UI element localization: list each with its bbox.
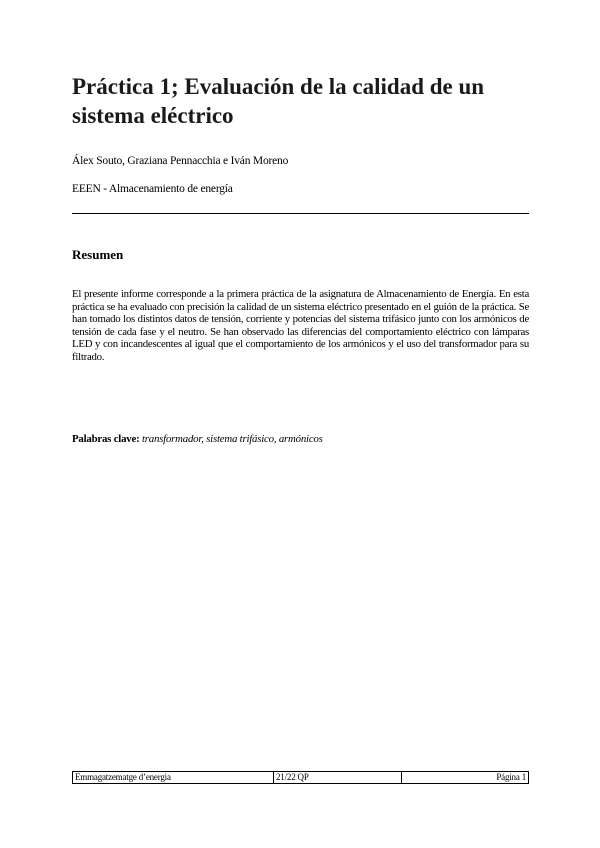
keywords-line: [72, 433, 529, 446]
footer-course-name: Emmagatzematge d’energia: [73, 772, 274, 783]
keywords-label: Palabras clave:: [72, 433, 140, 445]
page-footer: [72, 771, 529, 784]
document-course: EEEN - Almacenamiento de energía: [72, 183, 233, 195]
footer-page-number: Página 1: [496, 772, 526, 782]
document-title: Práctica 1; Evaluación de la calidad de un sistema eléctrico: [72, 74, 485, 128]
abstract-body: El presente informe corresponde a la primera práctica de la asignatura de Almacenamiento de Energía. En esta práctica se ha evaluado con precisión la calidad de un sistema eléctrico presentado en el guión de la práctica. Se han tomado los distintos datos de tensión, corriente y potencias del sistema trifásico junto con los armónicos de tensión de cada fase y el neutro. Se han observado las diferencias del comportamiento eléctrico con lámparas LED y con incandescentes al igual que el comportamiento de los armónicos y el uso del transformador para su filtrado.: [72, 288, 529, 363]
keywords-value: transformador, sistema trifásico, armónicos: [141, 433, 323, 445]
footer-term: 21/22 QP: [274, 772, 402, 783]
abstract-heading: Resumen: [72, 247, 124, 262]
title-divider: [72, 213, 529, 214]
document-authors: Álex Souto, Graziana Pennacchia e Iván Moreno: [72, 155, 289, 167]
